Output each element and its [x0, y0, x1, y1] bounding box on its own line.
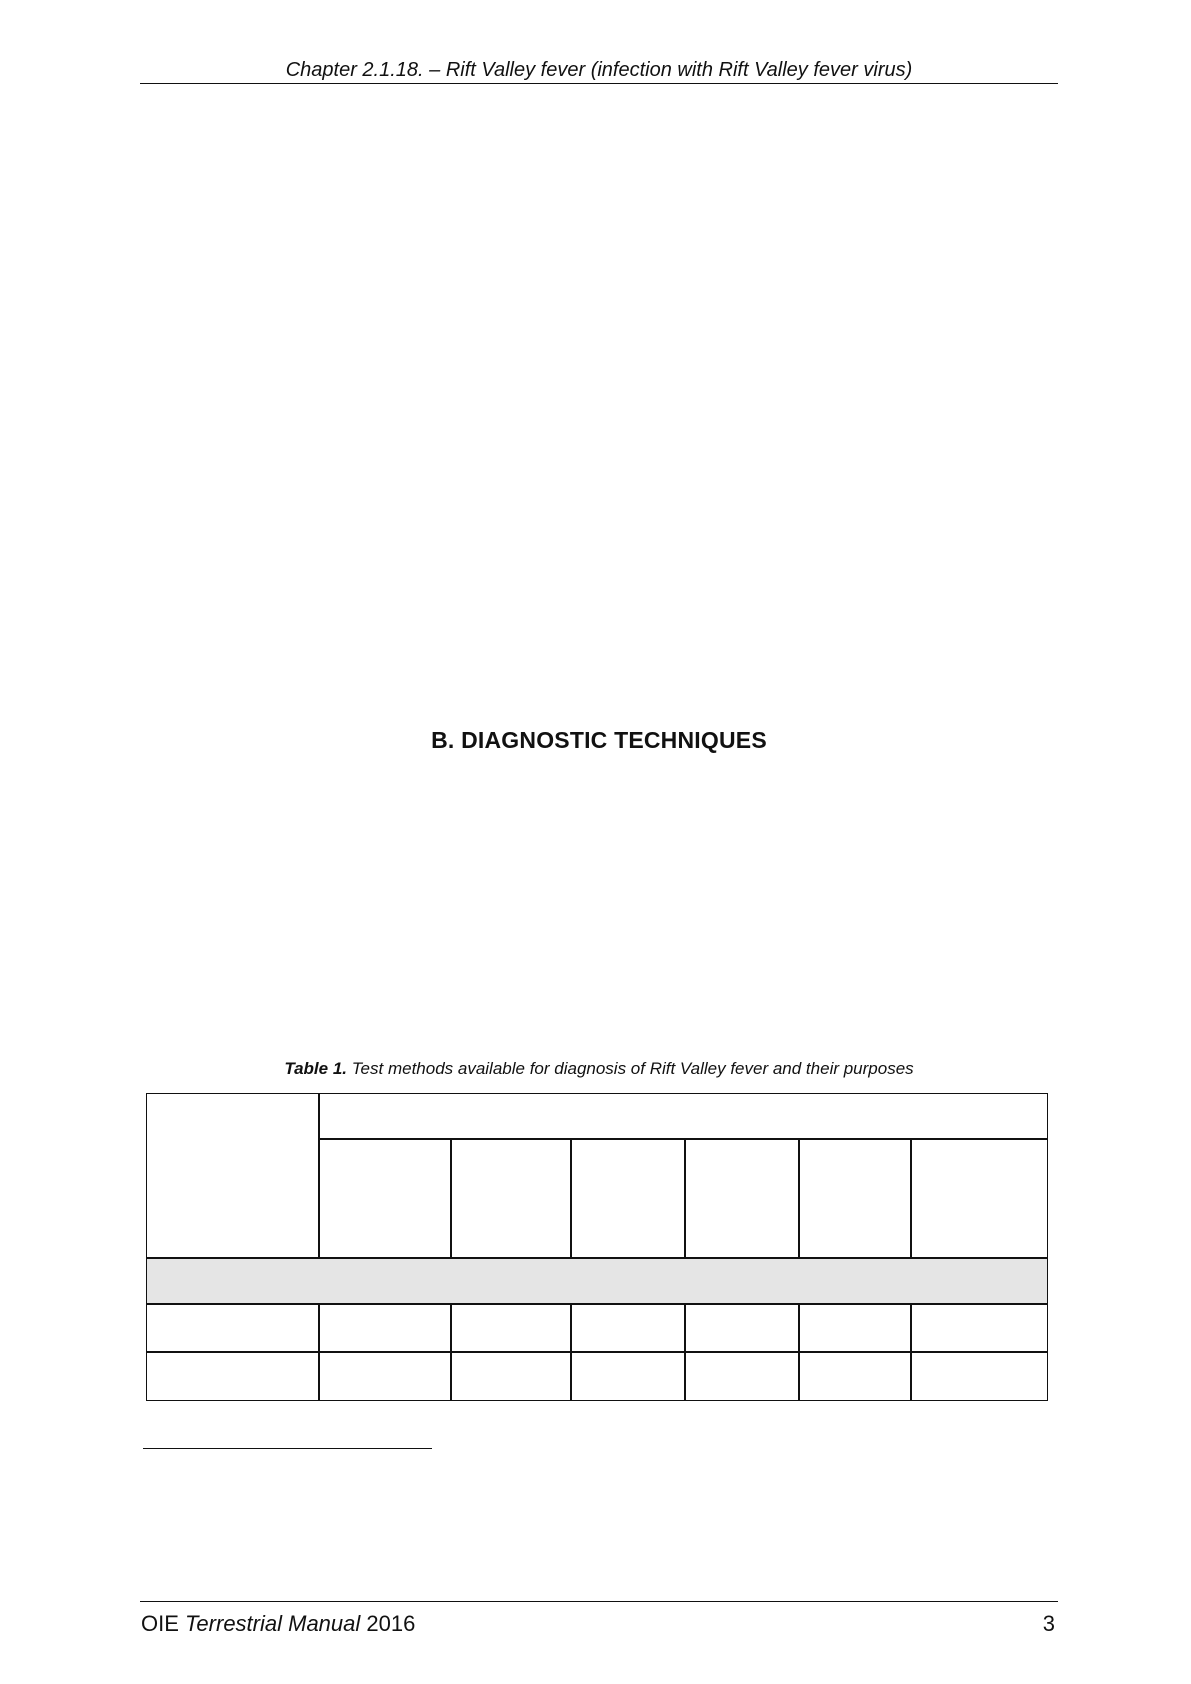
table-column-divider	[910, 1138, 912, 1257]
table-body-column-divider	[450, 1303, 452, 1401]
running-header	[140, 58, 1058, 82]
footer-publication	[141, 1610, 415, 1638]
table-column-divider	[684, 1138, 686, 1257]
table-column-divider	[798, 1138, 800, 1257]
footer-divider	[140, 1601, 1058, 1602]
page-number: 3	[1042, 1611, 1055, 1636]
table-caption	[140, 1058, 1058, 1080]
footer-manual-name: Terrestrial Manual	[185, 1611, 361, 1636]
header-divider	[140, 83, 1058, 84]
table-body-column-divider	[910, 1303, 912, 1401]
table-row-rule	[146, 1351, 1048, 1353]
table-body-column-divider	[570, 1303, 572, 1401]
table-shaded-bottom-rule	[146, 1303, 1048, 1305]
table-first-column-divider	[318, 1093, 320, 1257]
table-body-column-divider	[318, 1303, 320, 1401]
table-column-divider	[450, 1138, 452, 1257]
table-header-subrule	[318, 1138, 1048, 1140]
table-header-bottom-rule	[146, 1257, 1048, 1259]
test-methods-table	[146, 1093, 1048, 1401]
table-caption-text: Test methods available for diagnosis of Rift Valley fever and their purposes	[347, 1059, 914, 1078]
table-body-column-divider	[684, 1303, 686, 1401]
section-title: B. DIAGNOSTIC TECHNIQUES	[431, 727, 767, 753]
footer-publisher: OIE	[141, 1611, 186, 1636]
running-header-text: Chapter 2.1.18. – Rift Valley fever (infection with Rift Valley fever virus)	[285, 59, 913, 81]
table-body-column-divider	[798, 1303, 800, 1401]
footnote-separator	[143, 1448, 432, 1449]
footer-year: 2016	[360, 1611, 416, 1636]
table-column-divider	[570, 1138, 572, 1257]
table-caption-label: Table 1.	[284, 1059, 347, 1078]
